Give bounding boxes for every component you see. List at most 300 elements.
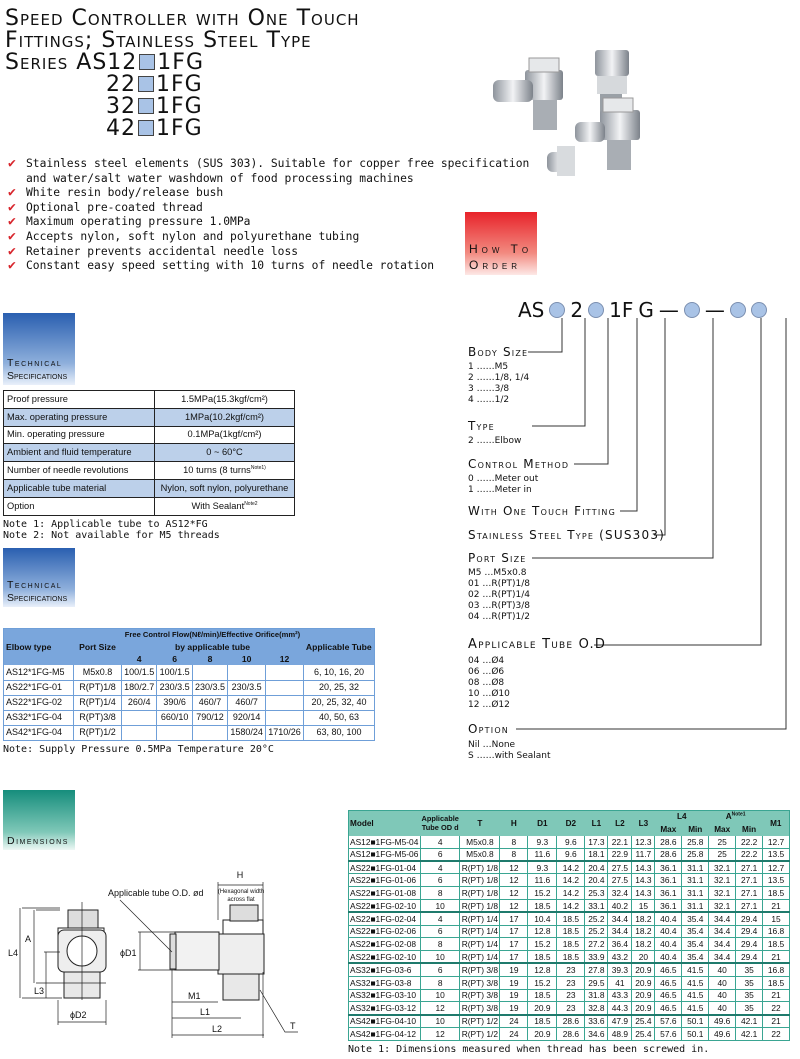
table-cell: 23 (557, 989, 585, 1002)
table-cell: AS22■1FG-02-10 (349, 951, 421, 964)
header-text: Model (350, 818, 374, 828)
table-cell: 260/4 (122, 695, 157, 710)
table-cell: 17.3 (585, 836, 608, 849)
table-cell: 12 (500, 874, 528, 887)
order-option: 12 …Ø12 (468, 700, 510, 710)
code-stainless: G (638, 298, 654, 322)
table-row (349, 1027, 790, 1040)
feature-text: White resin body/release bush (26, 186, 224, 200)
col-header (528, 811, 557, 836)
table-cell: 34.4 (709, 925, 736, 938)
table-cell: 32.1 (709, 899, 736, 912)
col-flow-sub: by applicable tube (122, 641, 304, 653)
option-title: Option (468, 722, 509, 736)
one-touch-fitting-title: With One Touch Fitting (468, 504, 616, 518)
table-cell: 35.4 (682, 938, 709, 951)
table-cell: 32.1 (709, 874, 736, 887)
table-cell: 12 (500, 887, 528, 900)
table-cell: 19 (500, 963, 528, 976)
table-cell: 19 (500, 1002, 528, 1015)
table-cell: 15.2 (528, 887, 557, 900)
series-size: 42 (106, 116, 136, 141)
order-option: 06 …Ø6 (468, 667, 505, 677)
table-cell: 14.3 (632, 887, 655, 900)
table-cell: 17 (500, 951, 528, 964)
col-header (557, 811, 585, 836)
col-tube-size: 10 (228, 653, 266, 665)
table-cell: 17 (500, 925, 528, 938)
table-cell: 8 (421, 938, 460, 951)
table-cell: 12.7 (763, 861, 790, 874)
header-text: D2 (565, 818, 577, 828)
col-header (500, 811, 528, 836)
t-label: T (290, 1021, 296, 1031)
body-size-options (468, 362, 529, 406)
table-cell: 32.1 (709, 861, 736, 874)
series-size: 32 (106, 94, 136, 119)
table-cell: 20.9 (632, 1002, 655, 1015)
table-cell: AS32■1FG-03-12 (349, 1002, 421, 1015)
code-prefix: AS (518, 298, 545, 322)
tube-od-options (468, 656, 510, 711)
table-cell: 41.5 (682, 989, 709, 1002)
table-cell: 50.1 (682, 1027, 709, 1040)
table-row (349, 963, 790, 976)
table-cell: 9.3 (528, 861, 557, 874)
table-cell: 16.8 (763, 963, 790, 976)
feature-text: Stainless steel elements (SUS 303). Suitable for copper free specification (26, 157, 530, 170)
value-text: 0.1MPa(1kgf/cm²) (187, 429, 262, 440)
table-cell: 27.1 (736, 887, 763, 900)
table-row (349, 848, 790, 861)
table-cell: 41 (608, 976, 632, 989)
table-cell: 22.1 (608, 836, 632, 849)
table-cell: 17 (500, 912, 528, 925)
table-cell: AS22■1FG-02-08 (349, 938, 421, 951)
spec-label: Applicable tube material (4, 479, 155, 497)
feature-text: Retainer prevents accidental needle loss (26, 244, 299, 258)
note-ref: Note1) (250, 464, 266, 471)
table-cell: 10.4 (528, 912, 557, 925)
table-cell: 31.1 (682, 874, 709, 887)
note: Note 2: Not available for M5 threads (3, 529, 220, 541)
feature-text: Accepts nylon, soft nylon and polyurethane tubing (26, 229, 360, 243)
table-cell: 18.5 (763, 887, 790, 900)
l2-label: L2 (212, 1024, 223, 1034)
header-line: Order (469, 258, 522, 272)
table-cell: 27.1 (736, 899, 763, 912)
table-row (349, 1015, 790, 1028)
note-ref: Note2 (244, 500, 258, 507)
table-cell: 14.2 (557, 887, 585, 900)
value-text: 1.5MPa(15.3kgf/cm²) (181, 393, 268, 404)
table-cell: 9.3 (528, 836, 557, 849)
table-cell: 12 (500, 899, 528, 912)
table-cell: R(PT) 1/4 (461, 926, 499, 937)
table-cell: 1580/24 (228, 725, 266, 740)
table-cell: 42.1 (736, 1015, 763, 1028)
table-row (349, 887, 790, 900)
table-cell: R(PT) 1/8 (461, 862, 499, 873)
table-cell: AS42*1FG-04 (4, 725, 74, 740)
note: Note 1: Applicable tube to AS12*FG (3, 518, 208, 530)
table-cell: 230/3.5 (157, 680, 192, 695)
table-cell: R(PT) 1/4 (461, 913, 499, 924)
table-row (349, 989, 790, 1002)
tube-od-label: Applicable tube O.D. ød (108, 888, 204, 898)
table-cell: 19 (500, 976, 528, 989)
table-cell: 100/1.5 (157, 665, 192, 680)
table-cell: AS42■1FG-04-12 (349, 1027, 421, 1040)
table-cell: R(PT)1/4 (74, 695, 122, 710)
table-cell: 40.4 (655, 938, 682, 951)
table-cell: 25.2 (585, 912, 608, 925)
table-cell: 25.4 (632, 1027, 655, 1040)
table-cell: 180/2.7 (122, 680, 157, 695)
table-cell: AS12■1FG-M5-06 (349, 848, 421, 861)
table-cell: 23 (557, 976, 585, 989)
table-cell: AS12■1FG-M5-04 (349, 836, 421, 849)
table-cell: 47.9 (608, 1015, 632, 1028)
table-cell: 40.4 (655, 951, 682, 964)
table-cell: 460/7 (228, 695, 266, 710)
table-cell: 40 (709, 963, 736, 976)
col-tube-size: 6 (157, 653, 192, 665)
table-cell: 12 (421, 1027, 460, 1040)
table-cell: 17 (500, 938, 528, 951)
order-option: 4 ……1/2 (468, 395, 510, 405)
flow-note: Note: Supply Pressure 0.5MPa Temperature 20°C (3, 743, 274, 755)
table-row (349, 951, 790, 964)
series-size: 22 (106, 72, 136, 97)
header-text: D1 (537, 818, 548, 828)
table-cell: 46.5 (655, 976, 682, 989)
table-cell: 15.2 (528, 938, 557, 951)
table-cell: 35.4 (682, 951, 709, 964)
table-cell: R(PT) 3/8 (461, 1003, 499, 1013)
table-cell: R(PT)1/2 (74, 725, 122, 740)
table-cell: 21 (763, 899, 790, 912)
order-option: S ……with Sealant (468, 751, 551, 761)
col-elbow: Elbow type (4, 629, 74, 666)
table-cell: 20.9 (528, 1027, 557, 1040)
table-cell: R(PT) 3/8 (461, 990, 499, 1001)
table-cell: 11.6 (528, 874, 557, 887)
code-fitting: 1F (609, 298, 634, 322)
value-text: Nylon, soft nylon, polyurethane (160, 482, 289, 493)
table-cell: 28.6 (655, 836, 682, 849)
table-cell: 22 (763, 1027, 790, 1040)
table-cell: AS22■1FG-02-04 (349, 912, 421, 925)
table-cell: 11.7 (632, 848, 655, 861)
table-cell: 10 (421, 989, 460, 1002)
col-header (585, 811, 608, 836)
d1-label: ϕD1 (120, 948, 137, 958)
header-line: Specifications (7, 592, 68, 604)
order-option: 0 ……Meter out (468, 474, 539, 484)
spec-label: Ambient and fluid temperature (4, 444, 155, 462)
table-cell: 49.6 (709, 1015, 736, 1028)
table-cell: 29.4 (736, 938, 763, 951)
l3-label: L3 (34, 986, 45, 996)
table-cell: 42.1 (736, 1027, 763, 1040)
check-icon: ✔ (8, 228, 16, 244)
table-cell: 8 (500, 836, 528, 849)
table-cell: 390/6 (157, 695, 192, 710)
table-cell: 12.8 (528, 925, 557, 938)
table-cell: 12 (421, 1002, 460, 1015)
table-cell: 40.4 (655, 912, 682, 925)
table-cell: 48.9 (608, 1027, 632, 1040)
table-cell: 15 (632, 899, 655, 912)
series-suffix: 1FG (157, 50, 204, 75)
table-cell: 29.4 (736, 912, 763, 925)
table-cell: AS22■1FG-01-06 (349, 874, 421, 887)
col-tube: Applicable Tube (304, 629, 375, 666)
table-cell: R(PT) 1/4 (461, 951, 499, 962)
table-cell: 36.1 (655, 861, 682, 874)
dimension-section (348, 810, 790, 1055)
order-option: 02 …R(PT)1/4 (468, 590, 530, 600)
table-cell: R(PT) 1/4 (461, 939, 499, 950)
table-cell: 14.2 (557, 874, 585, 887)
table-cell: 25.8 (682, 836, 709, 849)
order-option: 1 ……M5 (468, 362, 509, 372)
table-cell: 6 (421, 848, 460, 861)
table-cell: 13.5 (763, 874, 790, 887)
table-cell: 12 (500, 861, 528, 874)
table-cell: 31.8 (585, 989, 608, 1002)
table-cell: 1710/26 (266, 725, 304, 740)
control-method-title: Control Method (468, 457, 570, 471)
table-cell: 20.9 (632, 989, 655, 1002)
table-cell: 20.4 (585, 861, 608, 874)
table-cell: 12.8 (528, 963, 557, 976)
tube-od-title: Applicable Tube O.D (468, 637, 607, 652)
dimension-note: Note 1: Dimensions measured when thread has been screwed in. (348, 1043, 710, 1055)
order-option: Nil …None (468, 740, 516, 750)
table-cell: 6 (421, 963, 460, 976)
table-cell: M5x0.8 (460, 836, 500, 849)
table-cell: 34.4 (608, 912, 632, 925)
table-cell: 27.5 (608, 874, 632, 887)
table-cell: 4 (421, 836, 460, 849)
port-size-options (468, 568, 530, 623)
table-cell: 25 (709, 836, 736, 849)
spec-label: Proof pressure (4, 391, 155, 409)
table-cell: 22.9 (608, 848, 632, 861)
table-cell: 18.1 (585, 848, 608, 861)
table-cell: 25.4 (632, 1015, 655, 1028)
col-flow: Free Control Flow(Nℓ/min)/Effective Orifice(mm²) (122, 629, 304, 642)
order-option: 04 …Ø4 (468, 656, 505, 666)
header-text: L2 (615, 818, 625, 828)
table-row (349, 912, 790, 925)
table-cell: 20.9 (632, 963, 655, 976)
table-cell: 20.4 (585, 874, 608, 887)
table-cell: 15.2 (528, 976, 557, 989)
header-text: L3 (638, 818, 649, 828)
table-cell: AS32*1FG-04 (4, 710, 74, 725)
header-text: T (477, 818, 483, 828)
table-cell: AS22*1FG-01 (4, 680, 74, 695)
table-cell: 57.6 (655, 1015, 682, 1028)
table-cell: 15 (763, 912, 790, 925)
table-cell: 28.6 (557, 1027, 585, 1040)
order-option: 03 …R(PT)3/8 (468, 601, 530, 611)
table-row (349, 874, 790, 887)
table-cell: AS22■1FG-02-10 (349, 899, 421, 912)
type-options (468, 436, 521, 447)
table-cell: 43.2 (608, 951, 632, 964)
table-cell: 46.5 (655, 989, 682, 1002)
spec-label: Min. operating pressure (4, 426, 155, 444)
table-cell: AS22■1FG-01-08 (349, 887, 421, 900)
col-header (349, 811, 421, 836)
table-row (349, 1002, 790, 1015)
table-row (349, 861, 790, 874)
l1-label: L1 (200, 1007, 211, 1017)
order-option: 04 …R(PT)1/2 (468, 612, 530, 622)
series-suffix: 1FG (156, 116, 203, 141)
table-cell: 230/3.5 (192, 680, 227, 695)
col-header (709, 811, 763, 824)
code-dash: — (704, 298, 725, 322)
order-option: 3 ……3/8 (468, 384, 510, 394)
table-row (349, 925, 790, 938)
table-cell: 32.1 (709, 887, 736, 900)
feature-text: Maximum operating pressure 1.0MPa (26, 215, 251, 229)
feature-text: and water/salt water washdown of food processing machines (26, 171, 414, 185)
table-cell: 25 (709, 848, 736, 861)
col-subheader: Max (655, 823, 682, 836)
feature-text: Optional pre-coated thread (26, 200, 203, 214)
table-cell: 31.1 (682, 887, 709, 900)
table-cell: 790/12 (192, 710, 227, 725)
table-cell: 40 (709, 989, 736, 1002)
table-cell: 33.9 (585, 951, 608, 964)
stainless-type-title: Stainless Steel Type (SUS303) (468, 528, 666, 542)
table-row (349, 938, 790, 951)
table-cell: 14.3 (632, 874, 655, 887)
table-cell: 29.5 (585, 976, 608, 989)
table-cell: 27.2 (585, 938, 608, 951)
table-cell: 100/1.5 (122, 665, 157, 680)
dimensions-header (3, 790, 75, 850)
table-cell: 24 (500, 1015, 528, 1028)
code-type: 2 (570, 298, 584, 322)
code-dash: — (658, 298, 679, 322)
col-subheader: Min (682, 823, 709, 836)
order-option: 10 …Ø10 (468, 689, 510, 699)
table-cell: AS22■1FG-01-04 (349, 861, 421, 874)
table-cell: 22.2 (736, 836, 763, 849)
table-cell: 40 (709, 1002, 736, 1015)
check-icon: ✔ (8, 199, 16, 215)
table-row (349, 976, 790, 989)
series-suffix: 1FG (156, 94, 203, 119)
table-cell: 18.5 (763, 938, 790, 951)
table-cell: R(PT) 1/8 (461, 900, 499, 911)
table-cell: 36.1 (655, 887, 682, 900)
header-line: How To (469, 242, 533, 256)
d2-label: ϕD2 (70, 1010, 87, 1020)
table-cell: 44.3 (608, 1002, 632, 1015)
header-text: M1 (770, 818, 782, 828)
header-text: Applicable Tube OD d (421, 813, 459, 833)
col-header (763, 811, 790, 836)
spec-label: Option (4, 497, 155, 515)
table-cell: 32.4 (608, 887, 632, 900)
table-cell: 35 (736, 963, 763, 976)
table-cell: 50.1 (682, 1015, 709, 1028)
col-header (421, 811, 460, 836)
table-cell: 40.4 (655, 925, 682, 938)
table-cell: 18.5 (557, 951, 585, 964)
option-options (468, 740, 551, 762)
table-cell: 18.5 (763, 976, 790, 989)
table-cell: 230/3.5 (228, 680, 266, 695)
table-cell: 35 (736, 976, 763, 989)
order-option: 2 ……Elbow (468, 436, 522, 446)
table-cell: 35.4 (682, 912, 709, 925)
table-cell: AS22■1FG-02-06 (349, 925, 421, 938)
table-cell: 34.4 (709, 912, 736, 925)
table-cell: 23 (557, 963, 585, 976)
body-size-title: Body Size (468, 345, 529, 359)
table-cell: 34.4 (709, 938, 736, 951)
table-cell: 23 (557, 1002, 585, 1015)
table-cell: 36.4 (608, 938, 632, 951)
table-cell: 21 (763, 951, 790, 964)
table-cell: 9.6 (557, 836, 585, 849)
value-text: 1MPa(10.2kgf/cm²) (184, 411, 265, 422)
col-header (632, 811, 655, 836)
table-cell: 4 (421, 912, 460, 925)
control-method-options (468, 474, 538, 496)
spec-label: Number of needle revolutions (4, 462, 155, 480)
hex-label: (Hexagonal width (217, 889, 265, 895)
table-cell: 22 (763, 1002, 790, 1015)
dimension-drawing (0, 860, 340, 1059)
table-cell: 8 (421, 887, 460, 900)
header-line: Technical (7, 579, 63, 591)
header-text: A (725, 812, 732, 822)
table-cell: 40.2 (608, 899, 632, 912)
table-cell: 460/7 (192, 695, 227, 710)
col-header (608, 811, 632, 836)
header-line: Technical (7, 357, 63, 369)
l4-label: L4 (8, 948, 19, 958)
table-row (349, 836, 790, 849)
table-cell: 29.4 (736, 925, 763, 938)
table-cell: 6 (421, 925, 460, 938)
table-cell: 27.1 (736, 874, 763, 887)
series-suffix: 1FG (156, 72, 203, 97)
check-icon: ✔ (8, 214, 16, 230)
col-header (460, 811, 500, 836)
table-cell: R(PT) 1/2 (461, 1016, 499, 1027)
table-cell: 21 (763, 989, 790, 1002)
table-cell: R(PT) 1/8 (461, 875, 499, 886)
header-line: Specifications (7, 370, 68, 382)
table-cell: 10 (421, 1015, 460, 1028)
col-subheader: Min (736, 823, 763, 836)
table-cell: 57.6 (655, 1027, 682, 1040)
table-cell: 40 (709, 976, 736, 989)
note-ref: Note1 (731, 811, 746, 818)
table-cell: 29.4 (736, 951, 763, 964)
